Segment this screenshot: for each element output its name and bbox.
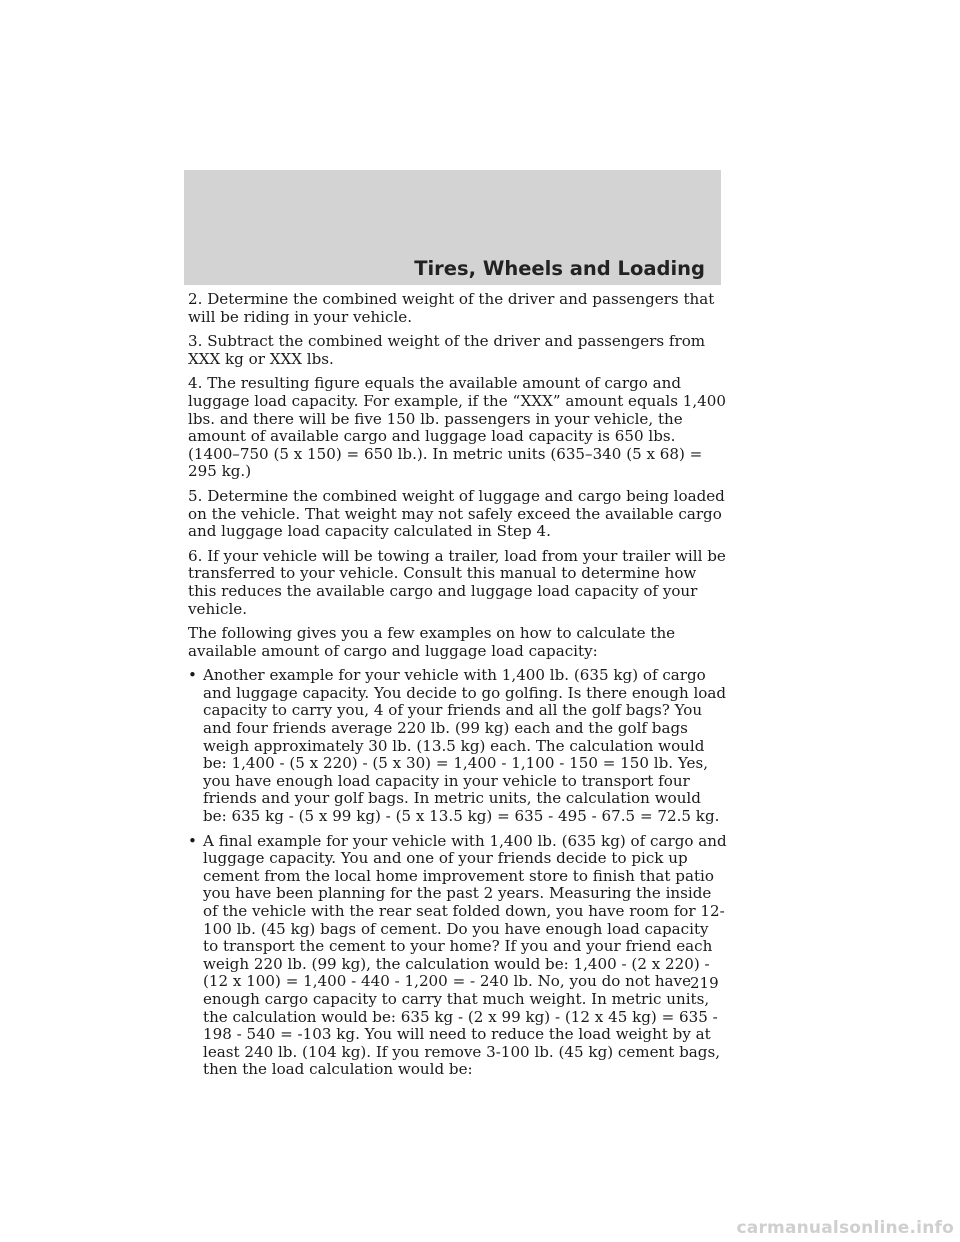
step-paragraph: 3. Subtract the combined weight of the driver and passengers from XXX kg or XXX lbs. — [188, 332, 706, 368]
bullet-icon: • — [188, 666, 197, 685]
example-text: Another example for your vehicle with 1,400 lb. (635 kg) of cargo and luggage capacity. You decide to go golfing. Is there enough load capacity to carry you, 4 of your friends and all the golf bags? You and four friends average 220 lb. (99 kg) each and the golf bags weigh approximately 30 lb. (13.5 kg) each. The calculation would be: 1,400 - (5 x 220) - (5 x 30) = 1,400 - 1,100 - 150 = 150 lb. Yes, you have enough load capacity in your vehicle to transport four friends and your golf bags. In metric units, the calculation would be: 635 kg - (5 x 99 kg) - (5 x 13.5 kg) = 635 - 495 - 67.5 = 72.5 kg. — [203, 666, 727, 826]
section-header-band — [184, 170, 721, 285]
intro-paragraph: The following gives you a few examples on how to calculate the available amount of cargo and luggage load capacity: — [188, 624, 676, 660]
example-text: A final example for your vehicle with 1,400 lb. (635 kg) of cargo and luggage capacity. You and one of your friends decide to pick up cement from the local home improvement store to finish that patio you have been planning for the past 2 years. Measuring the inside of the vehicle with the rear seat folded down, you have room for 12-100 lb. (45 kg) bags of cement. Do you have enough load capacity to transport the cement to your home? If you and your friend each weigh 220 lb. (99 kg), the calculation would be: 1,400 - (2 x 220) - (12 x 100) = 1,400 - 440 - 1,200 = - 240 lb. No, you do not have enough cargo capacity to carry that much weight. In metric units, the calculation would be: 635 kg - (2 x 99 kg) - (12 x 45 kg) = 635 - 198 - 540 = -103 kg. You will need to reduce the load weight by at least 240 lb. (104 kg). If you remove 3-100 lb. (45 kg) cement bags, then the load calculation would be: — [203, 831, 727, 1079]
step-paragraph: 2. Determine the combined weight of the driver and passengers that will be riding in your vehicle. — [188, 290, 715, 326]
example-list-item — [188, 833, 728, 1079]
step-paragraph: 5. Determine the combined weight of luggage and cargo being loaded on the vehicle. That weight may not safely exceed the available cargo and luggage load capacity calculated in Step 4. — [188, 486, 725, 541]
page-content — [188, 291, 728, 1086]
watermark: carmanualsonline.info — [736, 1218, 954, 1238]
section-title: Tires, Wheels and Loading — [414, 257, 705, 280]
example-list-item — [188, 667, 728, 825]
bullet-icon: • — [188, 831, 197, 850]
step-paragraph: 6. If your vehicle will be towing a trailer, load from your trailer will be transferred to your vehicle. Consult this manual to determine how this reduces the available cargo and luggage load capacity of your vehicle. — [188, 546, 726, 618]
step-paragraph: 4. The resulting figure equals the available amount of cargo and luggage load capacity. For example, if the “XXX” amount equals 1,400 lbs. and there will be five 150 lb. passengers in your vehicle, the amount of available cargo and luggage load capacity is 650 lbs. (1400–750 (5 x 150) = 650 lb.). In metric units (635–340 (5 x 68) = 295 kg.) — [188, 374, 726, 481]
page-number: 219 — [690, 974, 719, 992]
